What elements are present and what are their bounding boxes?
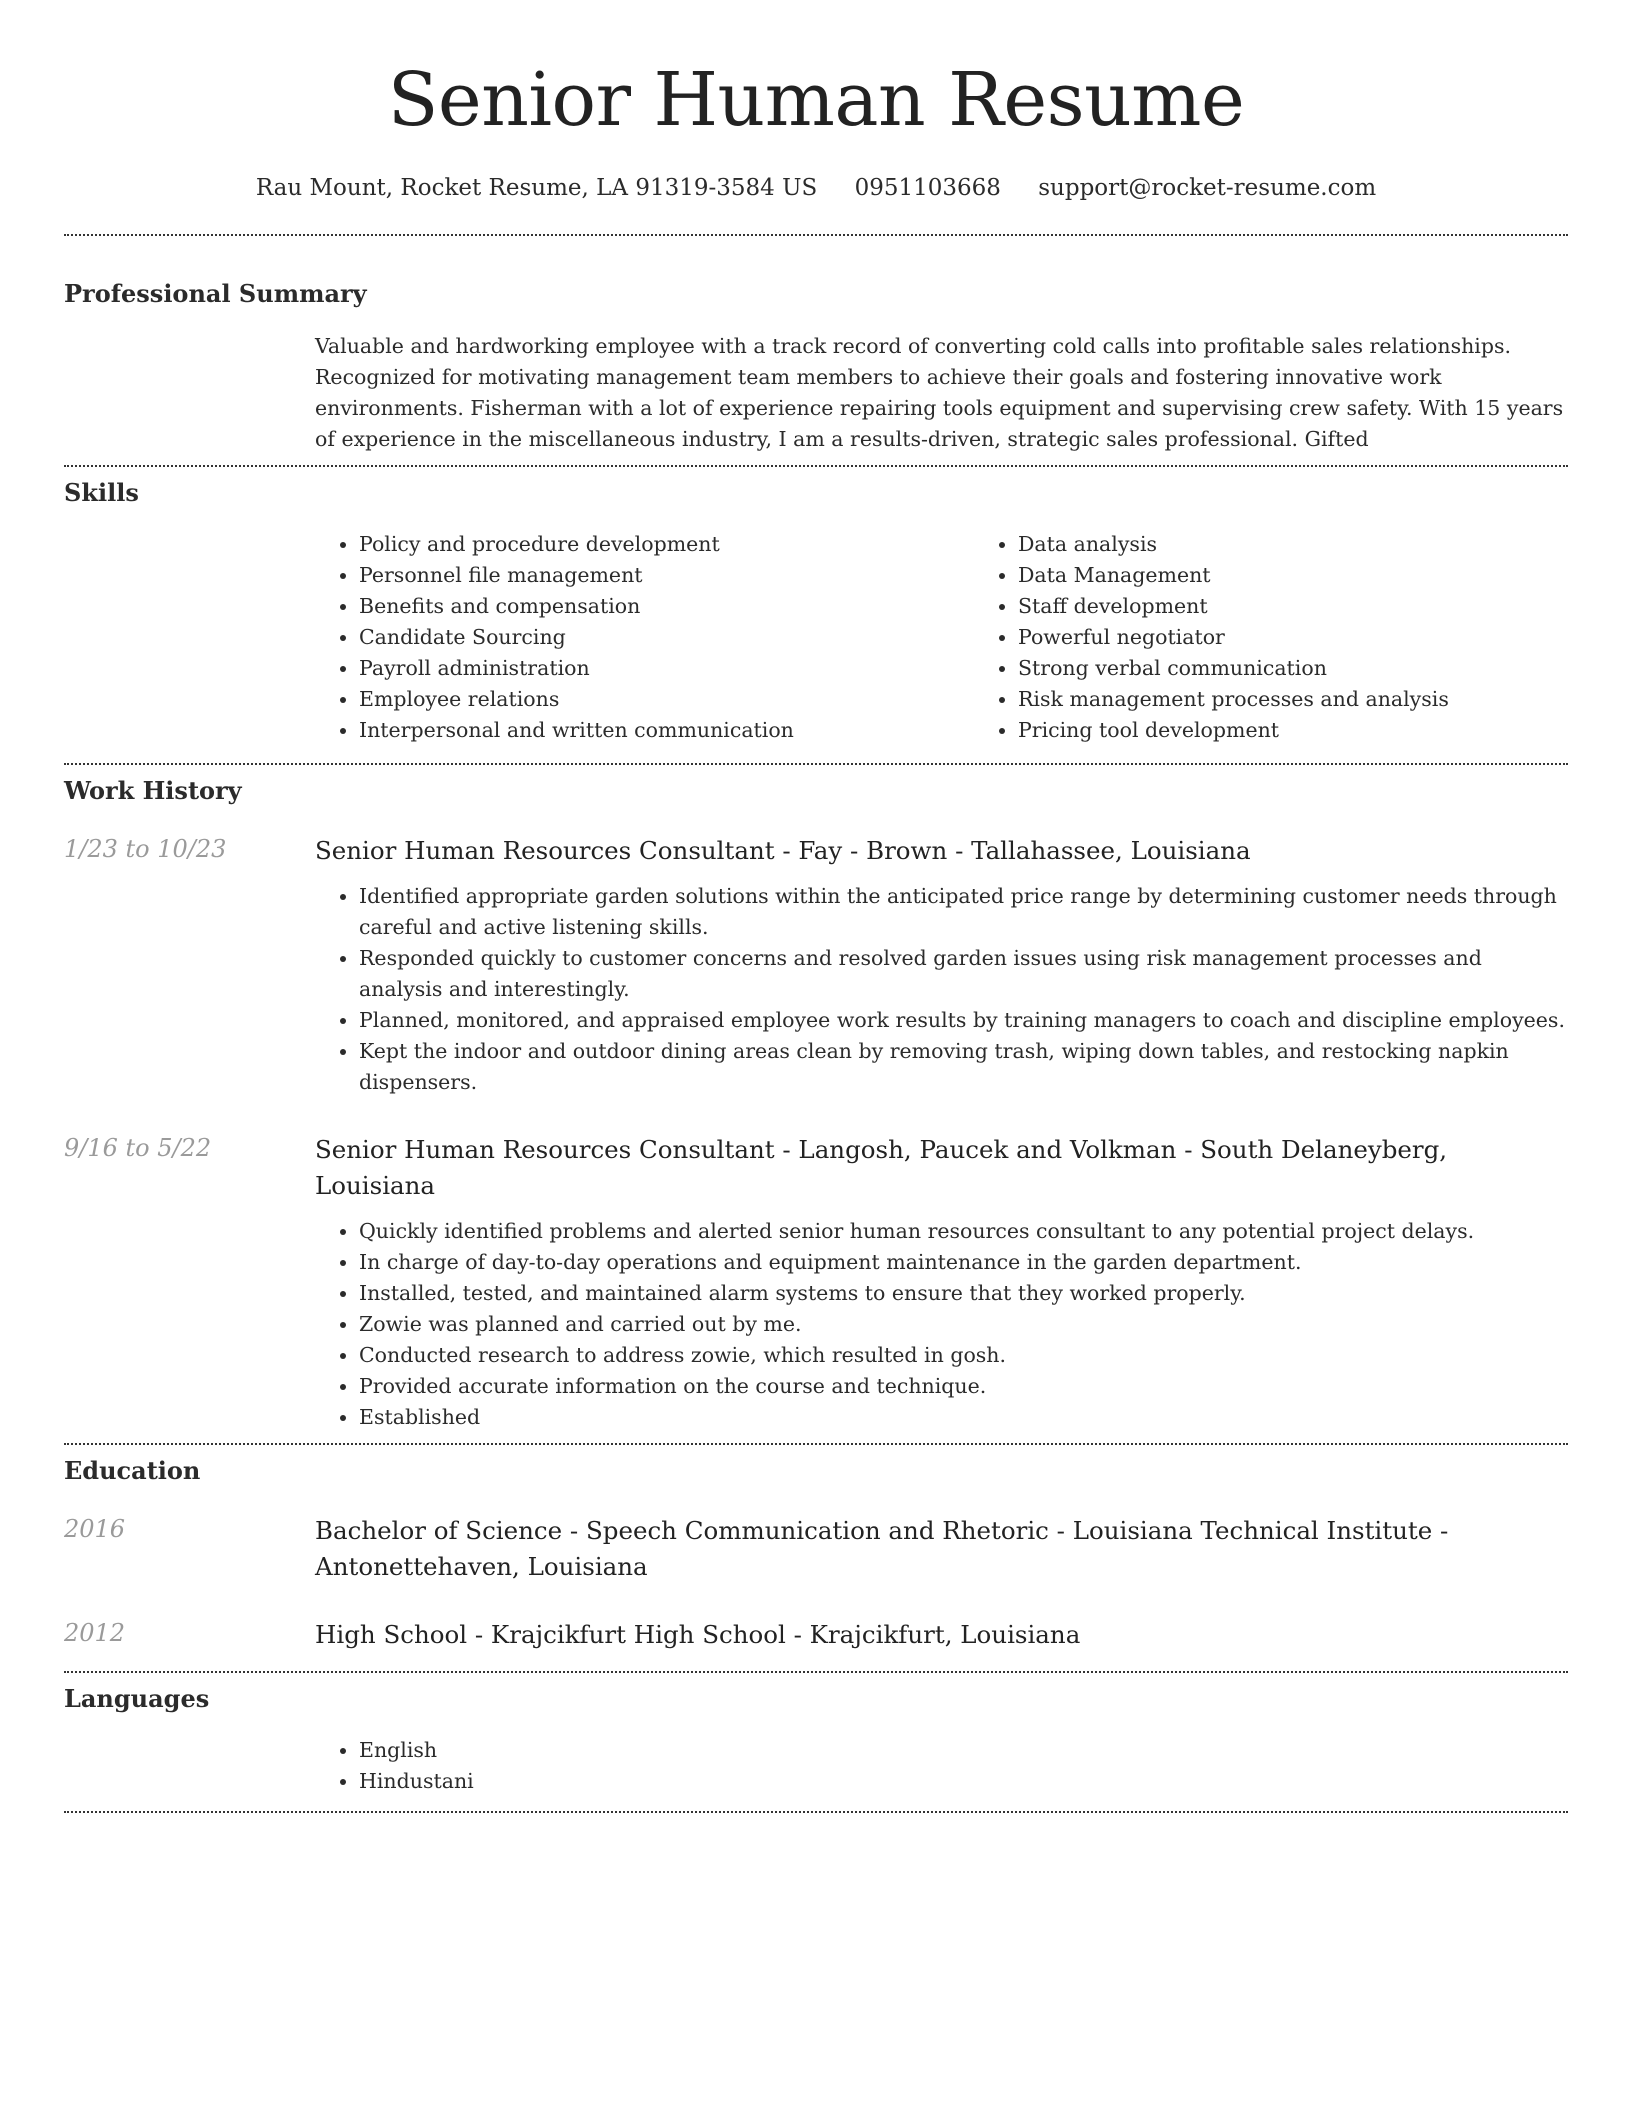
job-bullet: • Installed, tested, and maintained alarm systems to ensure that they worked properly.: [359, 1278, 1568, 1309]
job-bullet: • Conducted research to address zowie, which resulted in gosh.: [359, 1340, 1568, 1371]
contact-line: [64, 172, 1568, 204]
skill-item: • Benefits and compensation: [359, 591, 974, 622]
education-year: 2016: [64, 1515, 126, 1543]
skill-item: • Employee relations: [359, 684, 974, 715]
skills-section: [64, 477, 1568, 746]
job-bullet: • Established: [359, 1402, 1568, 1433]
languages-list: [315, 1735, 1568, 1797]
work-section: [64, 775, 1568, 1433]
job-entry: [64, 833, 1568, 1098]
skill-item: • Candidate Sourcing: [359, 622, 974, 653]
skill-item: • Data Management: [1018, 560, 1632, 591]
education-entry: [64, 1513, 1568, 1585]
job-bullet: • Provided accurate information on the course and technique.: [359, 1371, 1568, 1402]
skill-item: • Payroll administration: [359, 653, 974, 684]
skills-title: Skills: [64, 478, 139, 507]
job-bullet: • Planned, monitored, and appraised employee work results by training managers to coach and discipline employees.: [359, 1005, 1568, 1036]
skill-item: • Personnel file management: [359, 560, 974, 591]
job-dates: 9/16 to 5/22: [64, 1134, 212, 1162]
email-text: support@rocket-resume.com: [1038, 175, 1377, 201]
job-bullet: • Responded quickly to customer concerns and resolved garden issues using risk management processes and analysis and interestingly.: [359, 943, 1568, 1005]
education-section: [64, 1455, 1568, 1653]
resume-header: [64, 0, 1568, 204]
job-entry: [64, 1132, 1568, 1433]
skill-item: • Strong verbal communication: [1018, 653, 1632, 684]
candidate-name: Senior Human Resume: [387, 57, 1245, 143]
summary-text: Valuable and hardworking employee with a track record of converting cold calls into profitable sales relationships. Recognized for motivating management team members to achieve their goals and fostering innovative work environments. Fisherman with a lot of experience repairing tools equipment and supervising crew safety. With 15 years of experience in the miscellaneous industry, I am a results-driven, strategic sales professional. Gifted: [315, 334, 1564, 451]
phone-text: 0951103668: [854, 175, 1001, 201]
education-heading: High School - Krajcikfurt High School - Krajcikfurt, Louisiana: [315, 1620, 1081, 1649]
language-item: • English: [359, 1735, 1568, 1766]
job-heading: Senior Human Resources Consultant - Langosh, Paucek and Volkman - South Delaneyberg, Louisiana: [315, 1135, 1448, 1200]
summary-title: Professional Summary: [64, 279, 367, 308]
education-heading: Bachelor of Science - Speech Communication and Rhetoric - Louisiana Technical Institute - Antonettehaven, Louisiana: [315, 1516, 1449, 1581]
skill-item: • Pricing tool development: [1018, 715, 1632, 746]
skill-item: • Powerful negotiator: [1018, 622, 1632, 653]
language-item: • Hindustani: [359, 1766, 1568, 1797]
skill-item: • Risk management processes and analysis: [1018, 684, 1632, 715]
summary-section: [64, 278, 1568, 455]
job-bullet: • Zowie was planned and carried out by me.: [359, 1309, 1568, 1340]
job-bullets: [315, 1216, 1568, 1433]
job-bullets: [315, 881, 1568, 1098]
languages-title: Languages: [64, 1684, 210, 1713]
job-bullet: • Quickly identified problems and alerted senior human resources consultant to any potential project delays.: [359, 1216, 1568, 1247]
divider: [64, 465, 1568, 467]
address-text: Rau Mount, Rocket Resume, LA 91319-3584 US: [255, 175, 818, 201]
education-entry: [64, 1617, 1568, 1653]
education-year: 2012: [64, 1619, 126, 1647]
skill-item: • Staff development: [1018, 591, 1632, 622]
skill-item: • Data analysis: [1018, 529, 1632, 560]
divider: [64, 1443, 1568, 1445]
divider: [64, 1671, 1568, 1673]
languages-section: [64, 1683, 1568, 1797]
skill-item: • Interpersonal and written communication: [359, 715, 974, 746]
job-bullet: • Kept the indoor and outdoor dining areas clean by removing trash, wiping down tables, and restocking napkin dispensers.: [359, 1036, 1568, 1098]
divider: [64, 1811, 1568, 1813]
education-title: Education: [64, 1456, 201, 1485]
divider: [64, 763, 1568, 765]
job-heading: Senior Human Resources Consultant - Fay - Brown - Tallahassee, Louisiana: [315, 836, 1251, 865]
job-bullet: • In charge of day-to-day operations and equipment maintenance in the garden department.: [359, 1247, 1568, 1278]
work-title: Work History: [64, 776, 242, 805]
skills-list-right: [974, 529, 1632, 746]
skills-list-left: [315, 529, 974, 746]
skill-item: • Policy and procedure development: [359, 529, 974, 560]
job-bullet: • Identified appropriate garden solutions within the anticipated price range by determining customer needs through careful and active listening skills.: [359, 881, 1568, 943]
divider: [64, 234, 1568, 236]
job-dates: 1/23 to 10/23: [64, 835, 227, 863]
